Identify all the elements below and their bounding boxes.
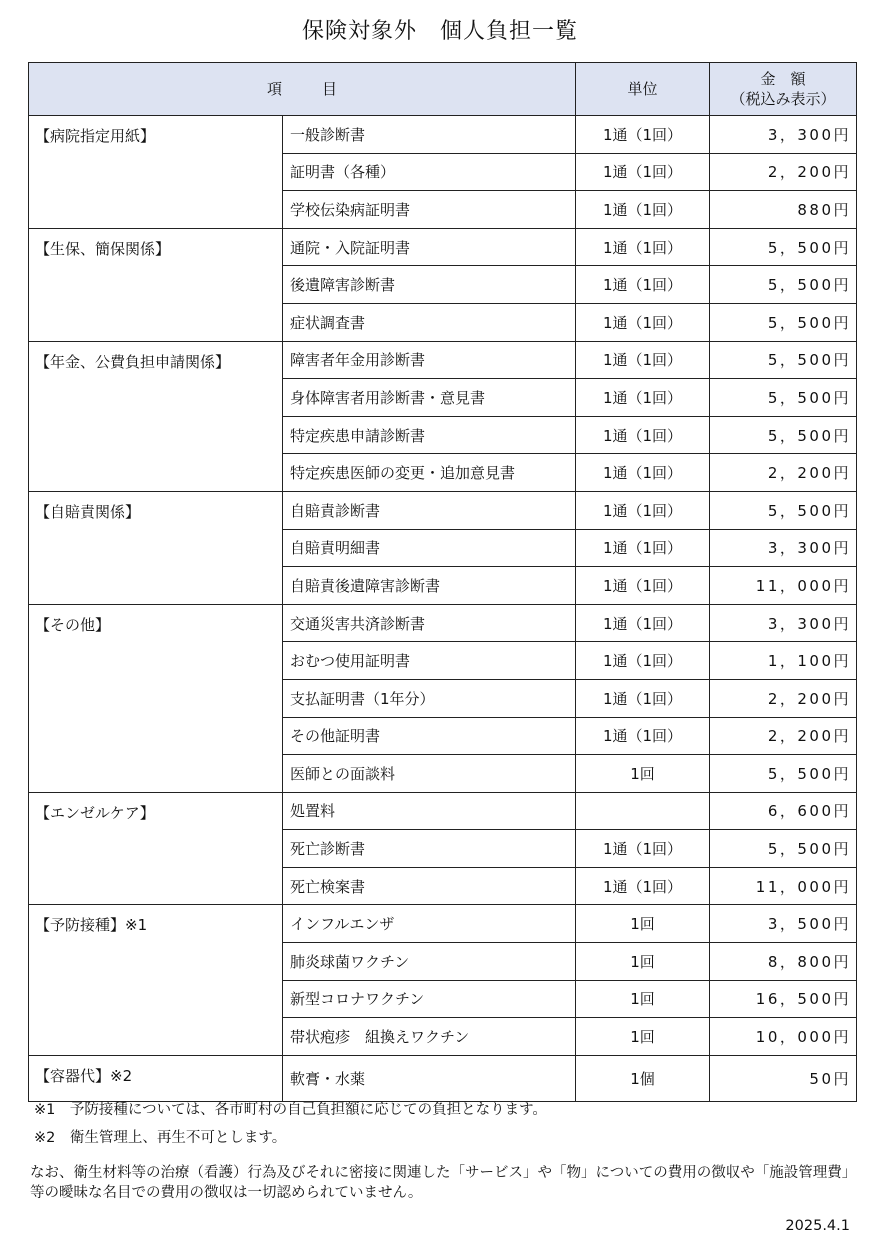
item-cell: 医師との面談料 — [283, 755, 576, 793]
unit-cell: 1回 — [576, 755, 710, 793]
item-cell: その他証明書 — [283, 717, 576, 755]
item-cell: 死亡診断書 — [283, 830, 576, 868]
item-cell: 処置料 — [283, 792, 576, 830]
unit-cell: 1回 — [576, 980, 710, 1018]
unit-cell: 1通（1回） — [576, 679, 710, 717]
item-cell: 特定疾患医師の変更・追加意見書 — [283, 454, 576, 492]
header-amount — [710, 63, 857, 116]
category-cell: 【自賠責関係】 — [29, 491, 283, 604]
item-cell: 証明書（各種） — [283, 153, 576, 191]
amount-cell: 3，300円 — [710, 604, 857, 642]
unit-cell: 1回 — [576, 943, 710, 981]
header-item-b: 目 — [322, 80, 338, 98]
amount-cell: 880円 — [710, 191, 857, 229]
category-cell: 【生保、簡保関係】 — [29, 228, 283, 341]
item-cell: 自賠責後遺障害診断書 — [283, 567, 576, 605]
table-row — [29, 228, 857, 266]
amount-cell: 8，800円 — [710, 943, 857, 981]
unit-cell: 1通（1回） — [576, 379, 710, 417]
item-cell: 自賠責診断書 — [283, 491, 576, 529]
unit-cell: 1通（1回） — [576, 491, 710, 529]
amount-cell: 11，000円 — [710, 867, 857, 905]
item-cell: おむつ使用証明書 — [283, 642, 576, 680]
item-cell: 帯状疱疹 組換えワクチン — [283, 1018, 576, 1056]
amount-cell: 3，500円 — [710, 905, 857, 943]
table-body — [29, 116, 857, 1102]
unit-cell: 1通（1回） — [576, 303, 710, 341]
category-cell: 【予防接種】※1 — [29, 905, 283, 1055]
item-cell: 支払証明書（1年分） — [283, 679, 576, 717]
table-row — [29, 604, 857, 642]
unit-cell: 1回 — [576, 1018, 710, 1056]
unit-cell: 1通（1回） — [576, 867, 710, 905]
amount-cell: 50円 — [710, 1055, 857, 1102]
header-amount-line1: 金 額 — [760, 70, 806, 88]
unit-cell: 1通（1回） — [576, 228, 710, 266]
table-row — [29, 792, 857, 830]
unit-cell: 1通（1回） — [576, 642, 710, 680]
amount-cell: 5，500円 — [710, 755, 857, 793]
unit-cell: 1通（1回） — [576, 341, 710, 379]
amount-cell: 5，500円 — [710, 830, 857, 868]
item-cell: インフルエンザ — [283, 905, 576, 943]
table-row — [29, 116, 857, 154]
amount-cell: 2，200円 — [710, 679, 857, 717]
unit-cell: 1通（1回） — [576, 266, 710, 304]
unit-cell — [576, 792, 710, 830]
category-cell: 【容器代】※2 — [29, 1055, 283, 1102]
item-cell: 特定疾患申請診断書 — [283, 416, 576, 454]
item-cell: 肺炎球菌ワクチン — [283, 943, 576, 981]
unit-cell: 1通（1回） — [576, 830, 710, 868]
item-cell: 身体障害者用診断書・意見書 — [283, 379, 576, 417]
amount-cell: 5，500円 — [710, 341, 857, 379]
unit-cell: 1通（1回） — [576, 529, 710, 567]
table-row — [29, 341, 857, 379]
note-2: ※2 衛生管理上、再生不可とします。 — [34, 1130, 287, 1146]
amount-cell: 2，200円 — [710, 717, 857, 755]
item-cell: 学校伝染病証明書 — [283, 191, 576, 229]
item-cell: 障害者年金用診断書 — [283, 341, 576, 379]
amount-cell: 16，500円 — [710, 980, 857, 1018]
unit-cell: 1通（1回） — [576, 153, 710, 191]
item-cell: 症状調査書 — [283, 303, 576, 341]
unit-cell: 1通（1回） — [576, 717, 710, 755]
amount-cell: 5，500円 — [710, 379, 857, 417]
amount-cell: 5，500円 — [710, 416, 857, 454]
unit-cell: 1通（1回） — [576, 454, 710, 492]
amount-cell: 6，600円 — [710, 792, 857, 830]
date-label: 2025.4.1 — [785, 1218, 850, 1234]
amount-cell: 5，500円 — [710, 303, 857, 341]
item-cell: 新型コロナワクチン — [283, 980, 576, 1018]
unit-cell: 1個 — [576, 1055, 710, 1102]
amount-cell: 1，100円 — [710, 642, 857, 680]
unit-cell: 1回 — [576, 905, 710, 943]
amount-cell: 2，200円 — [710, 153, 857, 191]
amount-cell: 5，500円 — [710, 491, 857, 529]
item-cell: 一般診断書 — [283, 116, 576, 154]
item-cell: 死亡検案書 — [283, 867, 576, 905]
table-row — [29, 1055, 857, 1102]
unit-cell: 1通（1回） — [576, 416, 710, 454]
category-cell: 【その他】 — [29, 604, 283, 792]
category-cell: 【病院指定用紙】 — [29, 116, 283, 229]
amount-cell: 3，300円 — [710, 116, 857, 154]
amount-cell: 5，500円 — [710, 228, 857, 266]
amount-cell: 11，000円 — [710, 567, 857, 605]
table-row — [29, 491, 857, 529]
header-item-a: 項 — [266, 80, 282, 98]
amount-cell: 3，300円 — [710, 529, 857, 567]
amount-cell: 10，000円 — [710, 1018, 857, 1056]
amount-cell: 2，200円 — [710, 454, 857, 492]
item-cell: 交通災害共済診断書 — [283, 604, 576, 642]
amount-cell: 5，500円 — [710, 266, 857, 304]
unit-cell: 1通（1回） — [576, 116, 710, 154]
header-unit: 単位 — [576, 63, 710, 116]
note-1: ※1 予防接種については、各市町村の自己負担額に応じての負担となります。 — [34, 1102, 547, 1118]
category-cell: 【エンゼルケア】 — [29, 792, 283, 905]
category-cell: 【年金、公費負担申請関係】 — [29, 341, 283, 491]
unit-cell: 1通（1回） — [576, 604, 710, 642]
header-amount-line2: （税込み表示） — [730, 90, 836, 108]
fee-table — [28, 62, 857, 1102]
header-item — [29, 63, 576, 116]
unit-cell: 1通（1回） — [576, 191, 710, 229]
page-title: 保険対象外 個人負担一覧 — [301, 19, 578, 44]
item-cell: 自賠責明細書 — [283, 529, 576, 567]
table-row — [29, 905, 857, 943]
item-cell: 軟膏・水薬 — [283, 1055, 576, 1102]
footer-disclaimer: なお、衛生材料等の治療（看護）行為及びそれに密接に関連した「サービス」や「物」についての費用の徴収や「施設管理費」等の曖昧な名目での費用の徴収は一切認められていません。 — [30, 1165, 857, 1201]
item-cell: 通院・入院証明書 — [283, 228, 576, 266]
unit-cell: 1通（1回） — [576, 567, 710, 605]
item-cell: 後遺障害診断書 — [283, 266, 576, 304]
table-header — [29, 63, 857, 116]
